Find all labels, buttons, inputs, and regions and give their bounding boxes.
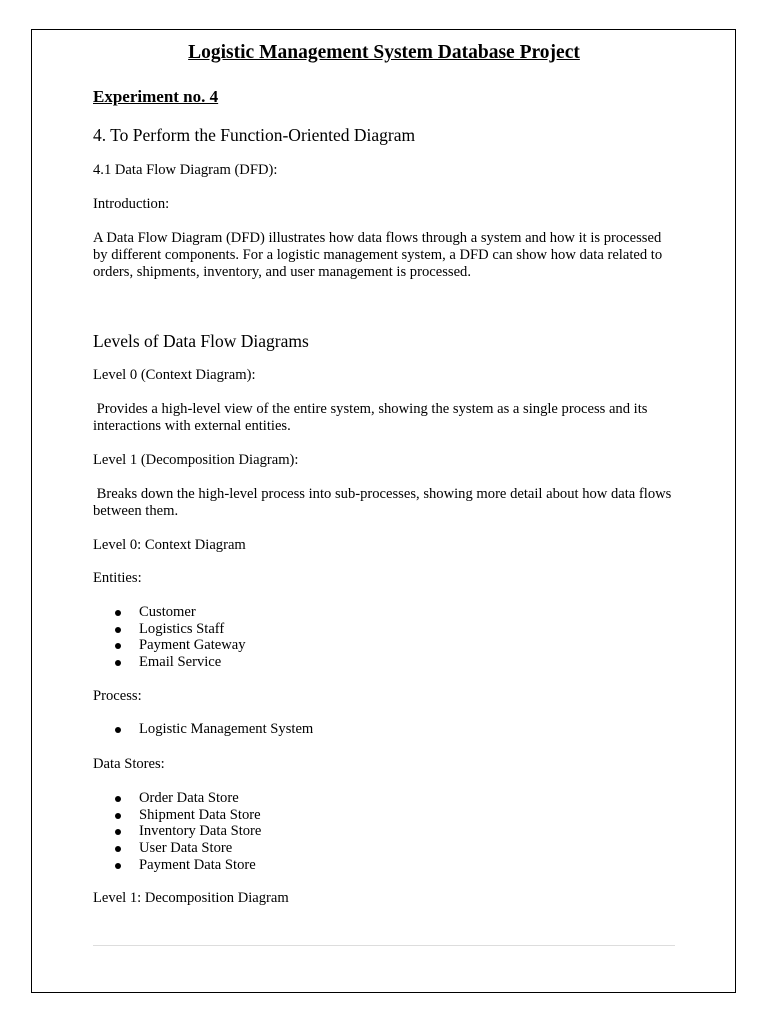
document-title: Logistic Management System Database Project bbox=[188, 42, 580, 63]
bullet-icon bbox=[115, 829, 121, 835]
subsection-heading: 4.1 Data Flow Diagram (DFD): bbox=[93, 162, 278, 178]
level0-label: Level 0 (Context Diagram): bbox=[93, 367, 256, 383]
list-item: Shipment Data Store bbox=[93, 807, 261, 824]
levels-heading: Levels of Data Flow Diagrams bbox=[93, 331, 309, 351]
footer-divider bbox=[93, 945, 675, 946]
bullet-icon bbox=[115, 863, 121, 869]
list-item: Order Data Store bbox=[93, 790, 261, 807]
section-heading: 4. To Perform the Function-Oriented Diagram bbox=[93, 125, 416, 145]
datastores-label: Data Stores: bbox=[93, 756, 165, 772]
list-item: User Data Store bbox=[93, 840, 261, 857]
decomposition-diagram-heading: Level 1: Decomposition Diagram bbox=[93, 890, 289, 906]
entities-list bbox=[93, 604, 246, 671]
entities-label: Entities: bbox=[93, 570, 142, 586]
list-item: Inventory Data Store bbox=[93, 823, 261, 840]
list-item: Customer bbox=[93, 604, 246, 621]
list-item: Payment Gateway bbox=[93, 637, 246, 654]
list-item: Logistics Staff bbox=[93, 621, 246, 638]
process-label: Process: bbox=[93, 688, 142, 704]
intro-label: Introduction: bbox=[93, 196, 170, 212]
bullet-icon bbox=[115, 627, 121, 633]
bullet-icon bbox=[115, 846, 121, 852]
bullet-icon bbox=[115, 660, 121, 666]
list-item: Logistic Management System bbox=[93, 721, 313, 738]
bullet-icon bbox=[115, 643, 121, 649]
bullet-icon bbox=[115, 727, 121, 733]
bullet-icon bbox=[115, 796, 121, 802]
datastores-list bbox=[93, 790, 261, 874]
bullet-icon bbox=[115, 610, 121, 616]
level0-description: Provides a high-level view of the entire system, showing the system as a single process and its interactions with external entities. bbox=[93, 401, 652, 434]
level1-description: Breaks down the high-level process into sub-processes, showing more detail about how data flows between them. bbox=[93, 486, 676, 519]
intro-paragraph: A Data Flow Diagram (DFD) illustrates how data flows through a system and how it is processed by different components. For a logistic management system, a DFD can show how data related to orders, shipments, inventory, and user management is processed. bbox=[93, 230, 663, 280]
list-item: Payment Data Store bbox=[93, 857, 261, 874]
bullet-icon bbox=[115, 813, 121, 819]
level1-label: Level 1 (Decomposition Diagram): bbox=[93, 452, 299, 468]
list-item: Email Service bbox=[93, 654, 246, 671]
process-list bbox=[93, 721, 313, 738]
experiment-label: Experiment no. 4 bbox=[93, 87, 219, 106]
context-diagram-heading: Level 0: Context Diagram bbox=[93, 537, 246, 553]
